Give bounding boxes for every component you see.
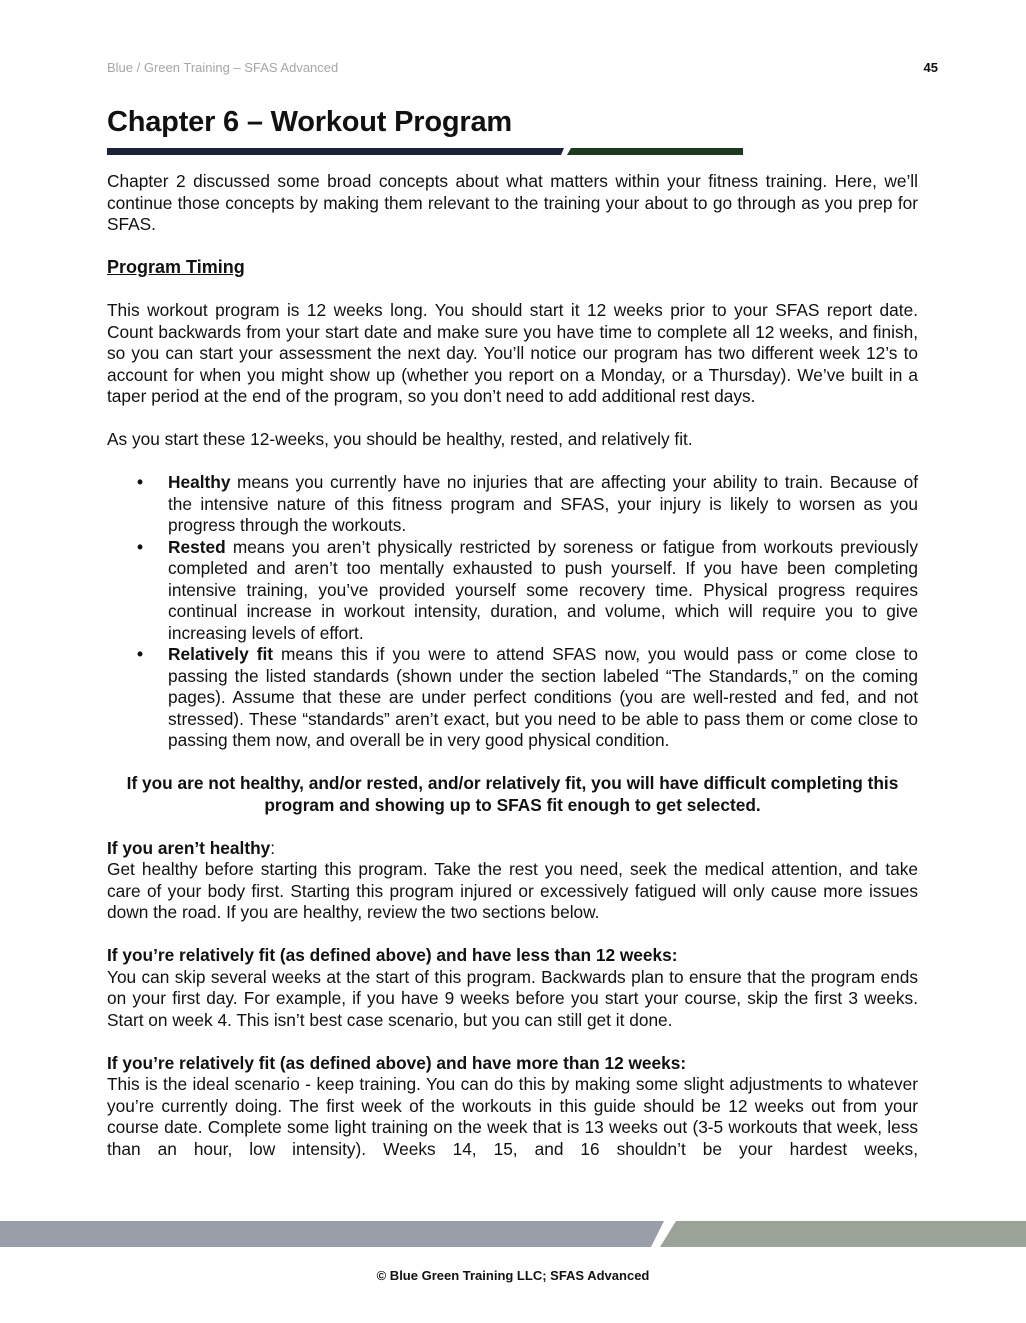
page-body [107, 171, 918, 1160]
title-rule-left [107, 148, 564, 155]
definition-rested: means you aren’t physically restricted by soreness or fatigue from workouts previously completed and aren’t too mentally exhausted to push yourself. If you have been completing intensive training, you’ve provided yourself some recovery time. Physical progress requires continual increase in workout intensity, duration, and volume, which will require you to give increasing levels of effort. [168, 536, 918, 643]
footer-band-right [660, 1221, 1026, 1247]
list-item-relatively-fit [168, 644, 918, 752]
program-timing-paragraph-1: This workout program is 12 weeks long. You should start it 12 weeks prior to your SFAS report date. Count backwards from your start date and make sure you have time to complete all 12 weeks, and finish, so you can start your assessment the next day. You’ll notice our program has two different week 12’s to account for when you might show up (whether you report on a Monday, or a Thursday). We’ve built in a taper period at the end of the program, so you don’t need to add additional rest days. [107, 300, 918, 406]
section-heading-less-than-12: If you’re relatively fit (as defined above) and have less than 12 weeks: [107, 945, 678, 965]
heading-suffix: : [270, 837, 276, 858]
program-timing-heading: Program Timing [107, 257, 245, 277]
footer-band-left [0, 1221, 664, 1247]
definition-relatively-fit: means this if you were to attend SFAS now, you would pass or come close to passing the listed standards (shown under the section labeled “The Standards,” on the coming pages). Assume that these are under perfect conditions (you are well-rested and fed, and not stressed). These “standards” aren’t exact, but you need to be able to pass them or come close to passing them now, and overall be in very good physical condition. [168, 644, 918, 750]
definition-healthy: means you currently have no injuries that are affecting your ability to train. Because of the intensive nature of this fitness program and SFAS, your injury is likely to worsen as you progress through the workouts. [168, 472, 918, 535]
section-text-not-healthy: Get healthy before starting this program. Take the rest you need, seek the medical attention, and take care of your body first. Starting this program injured or excessively fatigued will only cause more issues down the road. If you are healthy, review the two sections below. [107, 859, 918, 922]
title-rule-right [567, 148, 743, 155]
list-item-rested [168, 537, 918, 645]
program-timing-paragraph-2: As you start these 12-weeks, you should be healthy, rested, and relatively fit. [107, 429, 693, 449]
title-rule [107, 148, 743, 155]
term-relatively-fit: Relatively fit [168, 644, 274, 664]
warning-callout: If you are not healthy, and/or rested, and/or relatively fit, you will have difficult completing this program and showing up to SFAS fit enough to get selected. [126, 773, 899, 815]
list-item-healthy [168, 472, 918, 537]
section-heading-not-healthy [107, 838, 918, 860]
readiness-criteria-list [107, 472, 918, 752]
chapter-title: Chapter 6 – Workout Program [107, 106, 512, 138]
term-healthy: Healthy [168, 472, 231, 492]
footer-band [0, 1221, 1026, 1247]
heading-text: If you aren’t healthy [107, 837, 271, 858]
section-text-less-than-12: You can skip several weeks at the start of this program. Backwards plan to ensure that the program ends on your first day. For example, if you have 9 weeks before you start your course, skip the first 3 weeks. Start on week 4. This isn’t best case scenario, but you can still get it done. [107, 966, 918, 1030]
section-heading-more-than-12: If you’re relatively fit (as defined above) and have more than 12 weeks: [107, 1052, 687, 1073]
page-number: 45 [923, 60, 938, 75]
footer-copyright: © Blue Green Training LLC; SFAS Advanced [376, 1268, 650, 1283]
section-text-more-than-12: This is the ideal scenario - keep training. You can do this by making some slight adjustments to whatever you’re currently doing. The first week of the workouts in this guide should be 12 weeks out from your course date. Complete some light training on the week that is 13 weeks out (3-5 workouts that week, less than an hour, low intensity). Weeks 14, 15, and 16 shouldn’t be your hardest weeks, [107, 1074, 918, 1159]
running-header: Blue / Green Training – SFAS Advanced [107, 60, 339, 75]
intro-paragraph: Chapter 2 discussed some broad concepts about what matters within your fitness training. Here, we’ll continue those concepts by making them relevant to the training your about to go through as you prep for SFAS. [107, 171, 918, 234]
term-rested: Rested [168, 536, 226, 557]
